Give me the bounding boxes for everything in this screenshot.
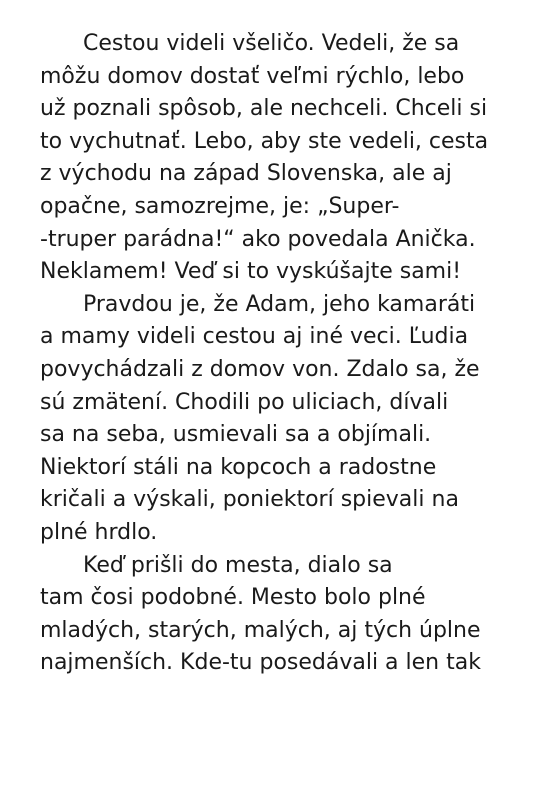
text-line: kričali a výskali, poniektorí spievali na — [40, 487, 459, 513]
text-line: plné hrdlo. — [40, 519, 158, 545]
text-line: mladých, starých, malých, aj tých úplne — [40, 617, 481, 643]
text-line: môžu domov dostať veľmi rýchlo, lebo — [40, 63, 465, 89]
text-line: a mamy videli cestou aj iné veci. Ľudia — [40, 324, 469, 350]
text-line: povychádzali z domov von. Zdalo sa, že — [40, 356, 480, 382]
text-line: už poznali spôsob, ale nechceli. Chceli si — [40, 96, 488, 122]
text-line: tam čosi podobné. Mesto bolo plné — [40, 585, 426, 611]
text-line: Niektorí stáli na kopcoch a radostne — [40, 454, 437, 480]
text-line: Cestou videli všeličo. Vedeli, že sa — [83, 31, 460, 56]
text-line: opačne, samozrejme, je: „Super- — [40, 193, 400, 219]
text-line: sa na seba, usmievali sa a objímali. — [40, 422, 432, 448]
text-line: z východu na západ Slovenska, ale aj — [40, 161, 452, 187]
text-line: -truper parádna!“ ako povedala Anička. — [40, 226, 476, 252]
text-line: Neklamem! Veď si to vyskúšajte sami! — [40, 259, 462, 285]
text-line: Pravdou je, že Adam, jeho kamaráti — [83, 291, 476, 317]
body-text — [40, 28, 520, 680]
text-line: najmenších. Kde-tu posedávali a len tak — [40, 650, 481, 676]
text-line: sú zmätení. Chodili po uliciach, dívali — [40, 389, 449, 415]
text-line: Keď prišli do mesta, dialo sa — [83, 552, 393, 578]
text-line: to vychutnať. Lebo, aby ste vedeli, cesta — [40, 128, 489, 154]
